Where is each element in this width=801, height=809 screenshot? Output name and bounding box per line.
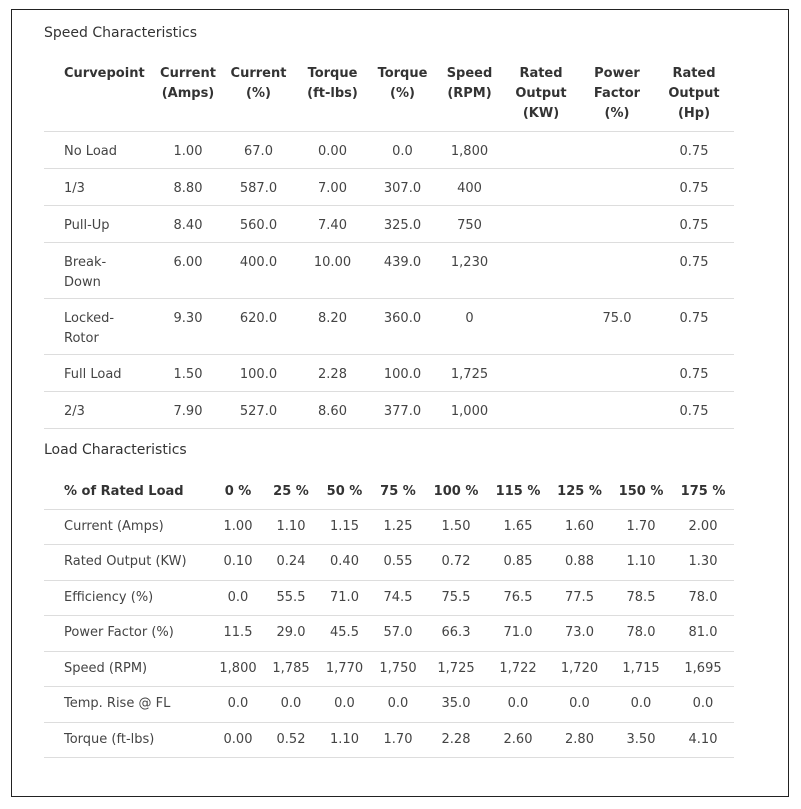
load-row-label: Speed (RPM) [44,651,212,687]
load-cell: 78.5 [610,580,672,616]
speed-header-cell [654,64,734,132]
load-cell: 0.00 [212,722,264,758]
speed-header-row [44,64,734,132]
load-characteristics-table [44,474,734,758]
speed-cell: 560.0 [220,206,297,243]
load-cell: 71.0 [487,616,549,652]
load-cell: 73.0 [549,616,610,652]
load-header-cell: 75 % [371,474,425,509]
speed-row-label: No Load [44,132,156,169]
speed-cell: 1.50 [156,355,220,392]
speed-header-line: Current [230,66,287,81]
speed-cell: 0 [437,299,502,355]
load-cell: 75.5 [425,580,487,616]
load-cell: 1,722 [487,651,549,687]
speed-cell: 439.0 [368,243,437,299]
load-cell: 55.5 [264,580,318,616]
speed-section-title: Speed Characteristics [44,25,198,41]
load-cell: 11.5 [212,616,264,652]
load-header-row [44,474,734,509]
load-cell: 0.0 [487,687,549,723]
speed-cell: 400.0 [220,243,297,299]
speed-cell: 75.0 [580,299,654,355]
speed-cell [502,206,580,243]
speed-cell [580,169,654,206]
speed-header-line: (KW) [522,106,560,121]
load-header-cell: 25 % [264,474,318,509]
speed-cell: 360.0 [368,299,437,355]
load-cell: 0.0 [212,687,264,723]
speed-header-line: Torque [307,66,358,81]
speed-cell: 8.80 [156,169,220,206]
load-cell: 0.10 [212,545,264,581]
speed-header-cell [437,64,502,132]
speed-header-line: (ft-lbs) [307,86,358,101]
load-cell: 77.5 [549,580,610,616]
speed-header-line: (Amps) [161,86,215,101]
load-table-row [44,687,734,723]
load-cell: 0.0 [212,580,264,616]
speed-characteristics-table [44,64,734,429]
load-cell: 0.85 [487,545,549,581]
load-table-row [44,545,734,581]
load-row-label: Rated Output (KW) [44,545,212,581]
load-cell: 1,770 [318,651,371,687]
load-cell: 76.5 [487,580,549,616]
speed-header-cell [156,64,220,132]
load-cell: 1,715 [610,651,672,687]
speed-header-cell [368,64,437,132]
speed-cell: 1,800 [437,132,502,169]
speed-cell: 1,725 [437,355,502,392]
load-cell: 78.0 [672,580,734,616]
speed-header-line: (%) [390,86,415,101]
load-cell: 2.00 [672,509,734,545]
speed-cell: 527.0 [220,392,297,429]
load-cell: 1.30 [672,545,734,581]
speed-table-row [44,206,734,243]
speed-cell: 7.40 [297,206,368,243]
speed-header-line: Curvepoint [64,66,145,81]
speed-header-line: Rated [672,66,716,81]
speed-cell: 587.0 [220,169,297,206]
load-cell: 0.0 [672,687,734,723]
load-header-cell: % of Rated Load [44,474,212,509]
speed-header-line: (Hp) [677,106,711,121]
load-cell: 81.0 [672,616,734,652]
load-row-label: Current (Amps) [44,509,212,545]
load-cell: 1,695 [672,651,734,687]
speed-header-line: Rated [519,66,563,81]
load-cell: 1.60 [549,509,610,545]
speed-cell [502,243,580,299]
speed-cell [580,243,654,299]
speed-cell: 100.0 [220,355,297,392]
speed-cell [580,355,654,392]
load-cell: 1,720 [549,651,610,687]
speed-cell [502,169,580,206]
speed-table-row [44,355,734,392]
load-cell: 1.65 [487,509,549,545]
speed-header-line: Speed [446,66,493,81]
load-header-cell: 125 % [549,474,610,509]
load-cell: 1.70 [371,722,425,758]
speed-header-line: Current [160,66,216,81]
speed-cell: 2.28 [297,355,368,392]
speed-cell: 0.75 [654,169,734,206]
speed-cell: 325.0 [368,206,437,243]
speed-header-line: (RPM) [447,86,492,101]
speed-cell: 1,230 [437,243,502,299]
load-cell: 74.5 [371,580,425,616]
speed-cell: 750 [437,206,502,243]
speed-cell [580,132,654,169]
load-header-cell: 115 % [487,474,549,509]
load-cell: 0.55 [371,545,425,581]
load-row-label: Efficiency (%) [44,580,212,616]
speed-cell [502,132,580,169]
load-table-row [44,616,734,652]
load-cell: 0.0 [318,687,371,723]
speed-cell: 8.40 [156,206,220,243]
speed-cell: 8.20 [297,299,368,355]
load-cell: 1,725 [425,651,487,687]
speed-cell [580,392,654,429]
load-cell: 0.52 [264,722,318,758]
speed-cell: 100.0 [368,355,437,392]
speed-header-line: (%) [246,86,271,101]
speed-cell: 307.0 [368,169,437,206]
speed-header-cell [580,64,654,132]
load-cell: 1.10 [610,545,672,581]
load-cell: 0.24 [264,545,318,581]
load-table-row [44,722,734,758]
speed-cell: 10.00 [297,243,368,299]
speed-row-label: Locked-Rotor [44,299,156,355]
load-cell: 0.0 [549,687,610,723]
speed-cell: 0.75 [654,299,734,355]
speed-cell: 620.0 [220,299,297,355]
load-row-label: Power Factor (%) [44,616,212,652]
speed-row-label: Full Load [44,355,156,392]
load-cell: 2.80 [549,722,610,758]
load-cell: 71.0 [318,580,371,616]
load-cell: 35.0 [425,687,487,723]
speed-cell [502,392,580,429]
load-cell: 78.0 [610,616,672,652]
speed-header-line: Power [594,66,640,81]
load-header-cell: 100 % [425,474,487,509]
speed-cell: 400 [437,169,502,206]
load-cell: 1.50 [425,509,487,545]
load-cell: 1.00 [212,509,264,545]
speed-cell: 0.75 [654,392,734,429]
speed-cell: 0.75 [654,206,734,243]
load-cell: 3.50 [610,722,672,758]
speed-cell [580,206,654,243]
speed-cell: 0.75 [654,132,734,169]
load-cell: 2.28 [425,722,487,758]
load-cell: 0.88 [549,545,610,581]
speed-table-row [44,243,734,299]
speed-cell: 7.00 [297,169,368,206]
speed-cell: 9.30 [156,299,220,355]
speed-header-line: (%) [604,106,630,121]
load-cell: 57.0 [371,616,425,652]
speed-header-line: Output [668,86,720,101]
load-header-cell: 0 % [212,474,264,509]
load-table-row [44,651,734,687]
load-cell: 66.3 [425,616,487,652]
speed-row-label: Pull-Up [44,206,156,243]
load-cell: 45.5 [318,616,371,652]
load-cell: 1.15 [318,509,371,545]
load-header-cell: 150 % [610,474,672,509]
load-row-label: Torque (ft-lbs) [44,722,212,758]
load-cell: 0.72 [425,545,487,581]
speed-row-label: 2/3 [44,392,156,429]
load-header-cell: 175 % [672,474,734,509]
speed-cell: 0.75 [654,243,734,299]
speed-cell [502,355,580,392]
speed-header-line: Torque [377,66,428,81]
load-cell: 1,785 [264,651,318,687]
speed-header-line: Output [515,86,567,101]
speed-table-row [44,299,734,355]
speed-header-cell [502,64,580,132]
speed-cell: 0.0 [368,132,437,169]
speed-header-cell [44,64,156,132]
speed-row-label: 1/3 [44,169,156,206]
load-cell: 2.60 [487,722,549,758]
speed-table-row [44,169,734,206]
load-table-row [44,509,734,545]
load-cell: 4.10 [672,722,734,758]
load-row-label: Temp. Rise @ FL [44,687,212,723]
speed-header-cell [220,64,297,132]
speed-cell: 1.00 [156,132,220,169]
load-cell: 1.10 [264,509,318,545]
speed-cell: 8.60 [297,392,368,429]
speed-row-label: Break-Down [44,243,156,299]
load-cell: 29.0 [264,616,318,652]
load-section-title: Load Characteristics [44,442,187,458]
load-cell: 0.0 [264,687,318,723]
speed-header-cell [297,64,368,132]
load-cell: 1.10 [318,722,371,758]
load-cell: 1.70 [610,509,672,545]
load-cell: 1,800 [212,651,264,687]
speed-cell: 377.0 [368,392,437,429]
speed-table-row [44,132,734,169]
speed-cell: 1,000 [437,392,502,429]
load-cell: 1,750 [371,651,425,687]
speed-cell: 6.00 [156,243,220,299]
speed-cell: 67.0 [220,132,297,169]
speed-header-line: Factor [593,86,641,101]
load-cell: 0.40 [318,545,371,581]
load-cell: 1.25 [371,509,425,545]
speed-cell: 0.00 [297,132,368,169]
load-header-cell: 50 % [318,474,371,509]
speed-cell: 7.90 [156,392,220,429]
load-cell: 0.0 [610,687,672,723]
speed-cell: 0.75 [654,355,734,392]
speed-cell [502,299,580,355]
speed-table-row [44,392,734,429]
load-table-row [44,580,734,616]
load-cell: 0.0 [371,687,425,723]
